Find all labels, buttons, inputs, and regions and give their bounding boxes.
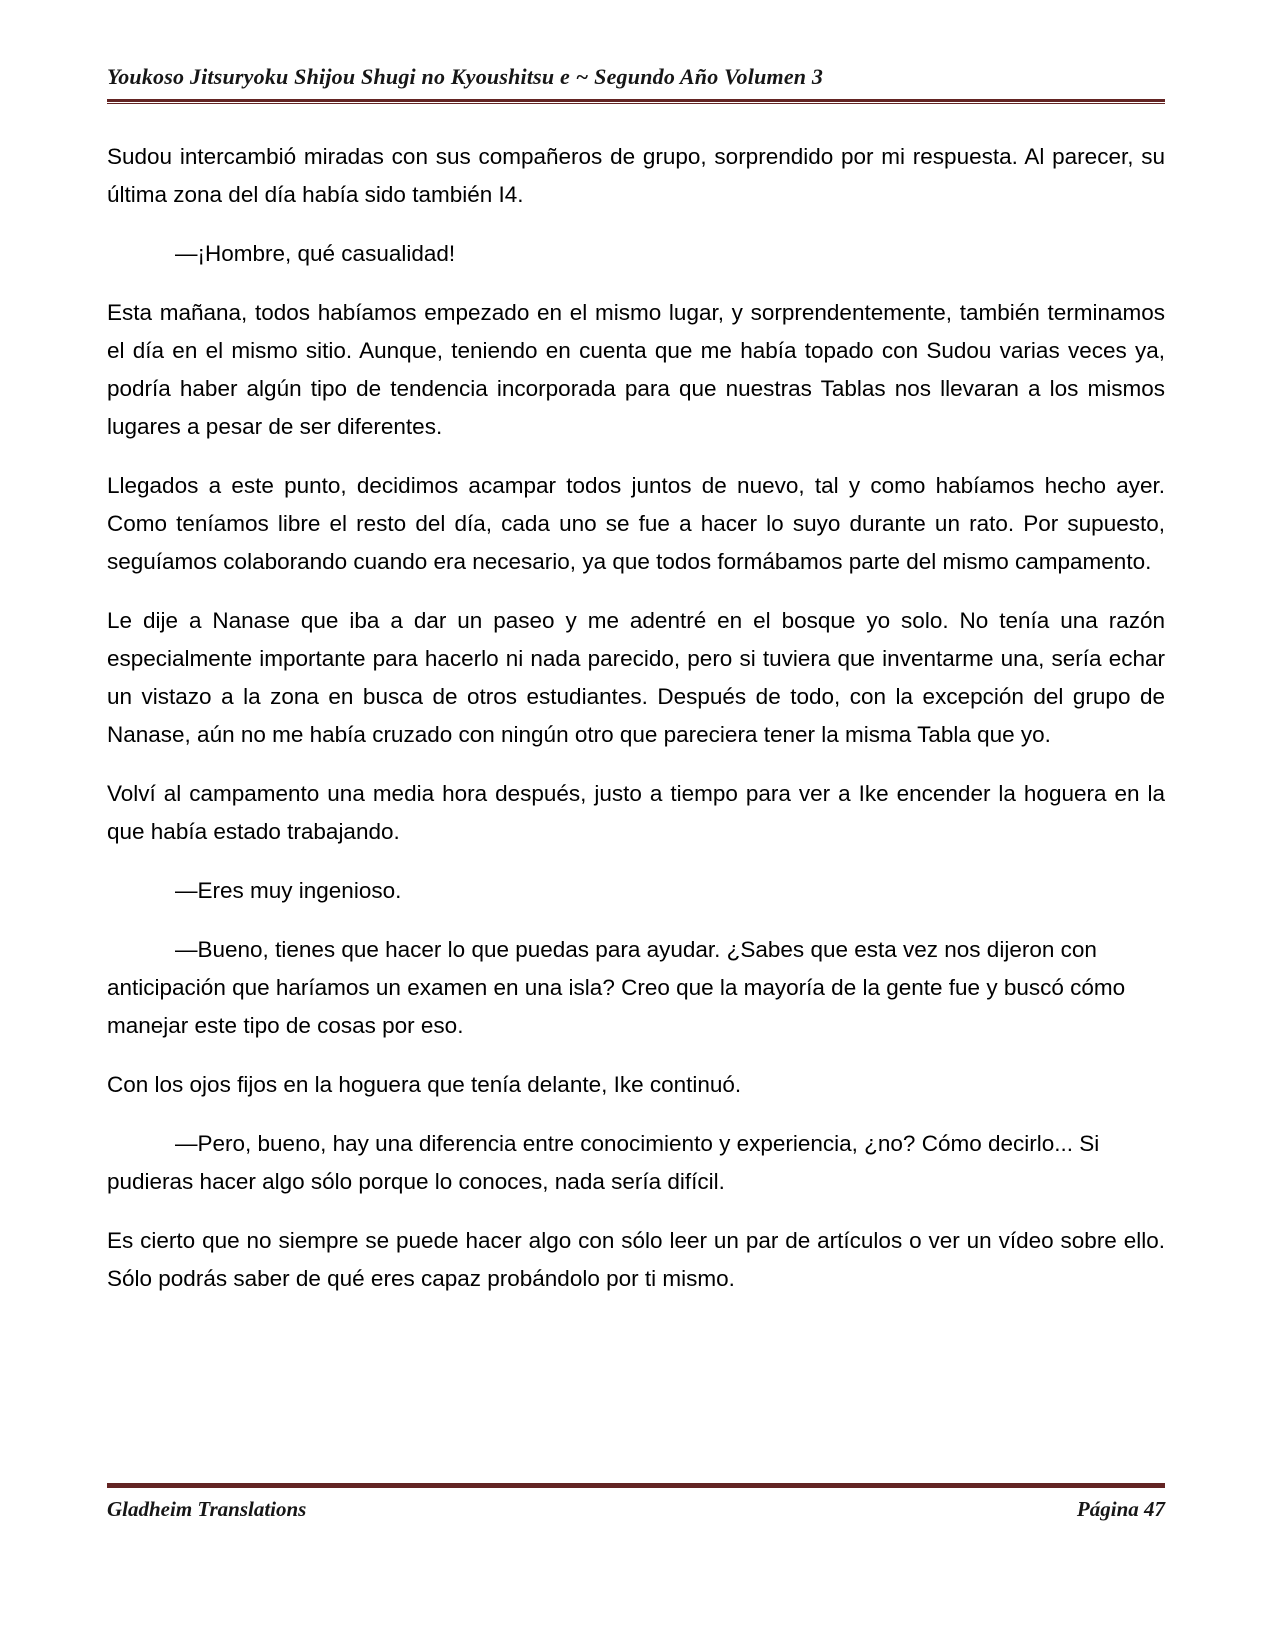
footer-translator-credit: Gladheim Translations xyxy=(107,1497,307,1521)
footer-divider-thin xyxy=(107,1487,1165,1488)
body-paragraph: Llegados a este punto, decidimos acampar todos juntos de nuevo, tal y como habíamos hecho ayer. Como teníamos libre el resto del día, cada uno se fue a hacer lo suyo durante un rato. Por supuesto, seguíamos colaborando cuando era necesario, ya que todos formábamos parte del mismo campamento. xyxy=(107,473,1165,574)
body-paragraph: Esta mañana, todos habíamos empezado en el mismo lugar, y sorprendentemente, también terminamos el día en el mismo sitio. Aunque, teniendo en cuenta que me había topado con Sudou varias veces ya, podría haber algún tipo de tendencia incorporada para que nuestras Tablas nos llevaran a los mismos lugares a pesar de ser diferentes. xyxy=(107,300,1165,439)
body-paragraph: Sudou intercambió miradas con sus compañeros de grupo, sorprendido por mi respuesta. Al parecer, su última zona del día había sido también I4. xyxy=(107,144,1165,207)
page-body xyxy=(107,138,1165,1319)
page-footer xyxy=(107,1483,1165,1522)
dialogue-paragraph: —Eres muy ingenioso. xyxy=(175,878,402,903)
page-header xyxy=(107,64,1165,104)
body-paragraph: Es cierto que no siempre se puede hacer algo con sólo leer un par de artículos o ver un vídeo sobre ello. Sólo podrás saber de qué eres capaz probándolo por ti mismo. xyxy=(107,1228,1165,1291)
body-paragraph: Con los ojos fijos en la hoguera que tenía delante, Ike continuó. xyxy=(107,1072,742,1097)
header-divider xyxy=(107,99,1165,104)
body-paragraph: Le dije a Nanase que iba a dar un paseo y me adentré en el bosque yo solo. No tenía una razón especialmente importante para hacerlo ni nada parecido, pero si tuviera que inventarme una, sería echar un vistazo a la zona en busca de otros estudiantes. Después de todo, con la excepción del grupo de Nanase, aún no me había cruzado con ningún otro que pareciera tener la misma Tabla que yo. xyxy=(107,608,1165,747)
dialogue-paragraph: —¡Hombre, qué casualidad! xyxy=(175,241,456,266)
body-paragraph: Volví al campamento una media hora después, justo a tiempo para ver a Ike encender la hoguera en la que había estado trabajando. xyxy=(107,781,1165,844)
dialogue-paragraph: —Pero, bueno, hay una diferencia entre conocimiento y experiencia, ¿no? Cómo decirlo... Si pudieras hacer algo sólo porque lo conoces, nada sería difícil. xyxy=(107,1131,1100,1194)
footer-page-number: Página 47 xyxy=(1076,1497,1165,1521)
dialogue-paragraph: —Bueno, tienes que hacer lo que puedas para ayudar. ¿Sabes que esta vez nos dijeron con anticipación que haríamos un examen en una isla? Creo que la mayoría de la gente fue y buscó cómo manejar este tipo de cosas por eso. xyxy=(107,937,1126,1038)
header-title: Youkoso Jitsuryoku Shijou Shugi no Kyoushitsu e ~ Segundo Año Volumen 3 xyxy=(107,64,824,89)
